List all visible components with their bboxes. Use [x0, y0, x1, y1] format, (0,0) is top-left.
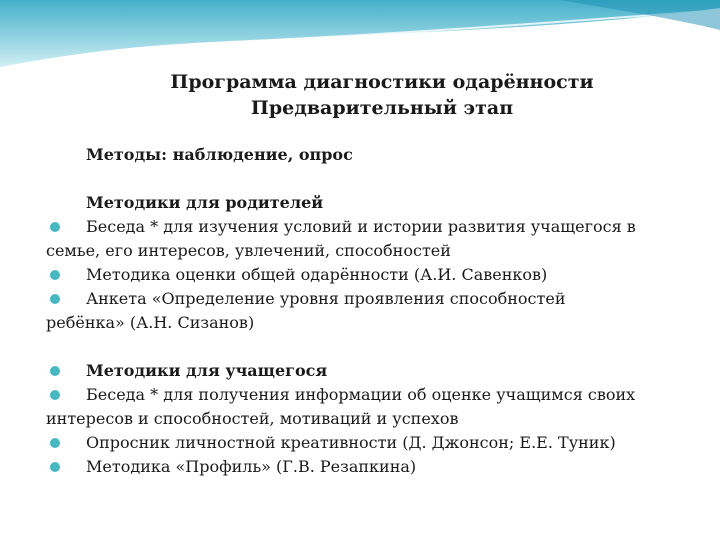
list-item: Беседа * для изучения условий и истории развития учащегося в — [46, 215, 686, 239]
list-item: Опросник личностной креативности (Д. Джонсон; Е.Е. Туник) — [46, 431, 686, 455]
students-heading: Методики для учащегося — [46, 359, 686, 383]
slide-body — [46, 143, 686, 479]
list-item: Методика оценки общей одарённости (А.И. Савенков) — [46, 263, 686, 287]
list-item: Беседа * для получения информации об оценке учащимся своих — [46, 383, 686, 407]
methods-line: Методы: наблюдение, опрос — [86, 145, 353, 164]
list-item: Анкета «Определение уровня проявления способностей — [46, 287, 686, 311]
decorative-wave-header — [0, 0, 720, 80]
list-item-continuation: семье, его интересов, увлечений, способностей — [46, 241, 451, 260]
slide-title — [0, 69, 720, 121]
title-line-1: Программа диагностики одарённости — [170, 71, 594, 93]
parents-heading: Методики для родителей — [86, 193, 324, 212]
list-item-continuation: интересов и способностей, мотиваций и успехов — [46, 409, 459, 428]
title-line-2: Предварительный этап — [250, 97, 514, 119]
list-item: Методика «Профиль» (Г.В. Резапкина) — [46, 455, 686, 479]
list-item-continuation: ребёнка» (А.Н. Сизанов) — [46, 313, 255, 332]
